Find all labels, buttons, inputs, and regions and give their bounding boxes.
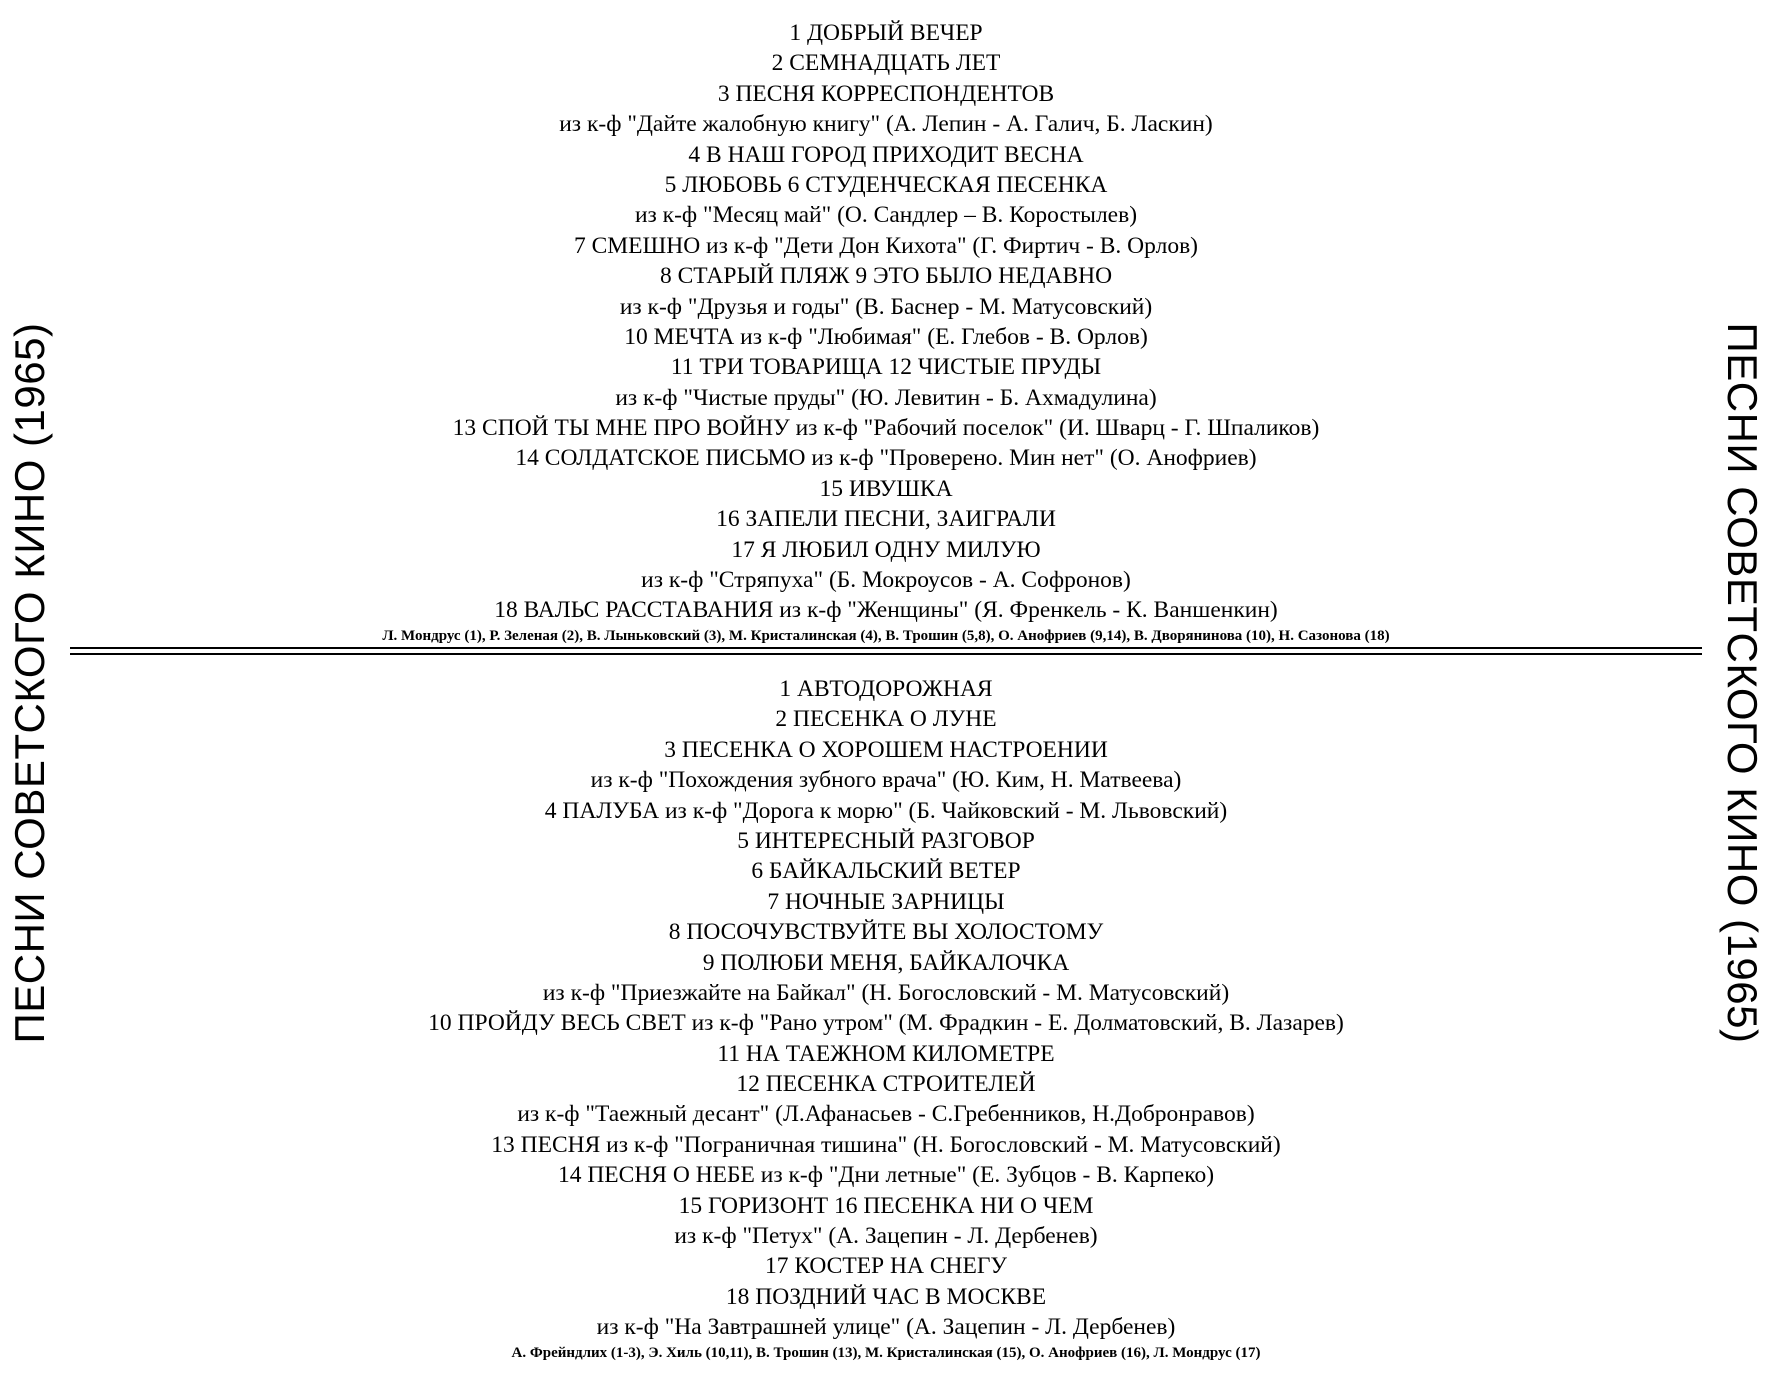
track-line: 5 ИНТЕРЕСНЫЙ РАЗГОВОР: [737, 827, 1035, 854]
track-line: 10 МЕЧТА из к-ф "Любимая" (Е. Глебов - В. Орлов): [624, 323, 1148, 350]
left-spine-title: ПЕСНИ СОВЕТСКОГО КИНО (1965): [6, 322, 53, 1044]
track-line: из к-ф "Приезжайте на Байкал" (Н. Богословский - М. Матусовский): [542, 979, 1230, 1006]
track-line: 4 ПАЛУБА из к-ф "Дорога к морю" (Б. Чайковский - М. Львовский): [544, 797, 1228, 824]
track-line: из к-ф "Месяц май" (О. Сандлер – В. Коростылев): [634, 202, 1138, 229]
track-line: 1 АВТОДОРОЖНАЯ: [779, 676, 993, 702]
track-line: 2 ПЕСЕНКА О ЛУНЕ: [775, 706, 997, 733]
track-line: 14 СОЛДАТСКОЕ ПИСЬМО из к-ф "Проверено. Мин нет" (О. Анофриев): [515, 445, 1257, 472]
track-line: 10 ПРОЙДУ ВЕСЬ СВЕТ из к-ф "Рано утром" (М. Фрадкин - Е. Долматовский, В. Лазарев): [428, 1010, 1344, 1037]
track-line: из к-ф "Дайте жалобную книгу" (А. Лепин - А. Галич, Б. Ласкин): [559, 111, 1213, 138]
track-line: 14 ПЕСНЯ О НЕБЕ из к-ф "Дни летные" (Е. Зубцов - В. Карпеко): [557, 1162, 1215, 1189]
track-line: 1 ДОБРЫЙ ВЕЧЕР: [789, 20, 983, 46]
track-line: 7 СМЕШНО из к-ф "Дети Дон Кихота" (Г. Фиртич - В. Орлов): [573, 232, 1198, 259]
track-line: 13 ПЕСНЯ из к-ф "Пограничная тишина" (Н. Богословский - М. Матусовский): [491, 1131, 1281, 1158]
track-line: 18 ВАЛЬС РАССТАВАНИЯ из к-ф "Женщины" (Я. Френкель - К. Ваншенкин): [494, 597, 1278, 624]
right-spine-title: ПЕСНИ СОВЕТСКОГО КИНО (1965): [1719, 322, 1766, 1044]
track-line: из к-ф "Стряпуха" (Б. Мокроусов - А. Софронов): [641, 567, 1131, 594]
track-line: 12 ПЕСЕНКА СТРОИТЕЛЕЙ: [736, 1071, 1036, 1098]
right-spine: [1712, 0, 1772, 1394]
track-line: 16 ЗАПЕЛИ ПЕСНИ, ЗАИГРАЛИ: [716, 506, 1056, 533]
side-b-tracklist: [70, 674, 1702, 1363]
track-line: из к-ф "Петух" (А. Зацепин - Л. Дербенев): [674, 1223, 1098, 1250]
track-line: 17 КОСТЕР НА СНЕГУ: [764, 1253, 1008, 1280]
track-line: 11 НА ТАЕЖНОМ КИЛОМЕТРЕ: [717, 1040, 1055, 1067]
left-spine: [0, 0, 60, 1394]
track-line: из к-ф "На Завтрашней улице" (А. Зацепин - Л. Дербенев): [596, 1314, 1176, 1341]
track-line: 17 Я ЛЮБИЛ ОДНУ МИЛУЮ: [731, 536, 1041, 563]
track-line: 2 СЕМНАДЦАТЬ ЛЕТ: [771, 50, 1001, 77]
track-line: 3 ПЕСНЯ КОРРЕСПОНДЕНТОВ: [717, 80, 1055, 107]
track-line: 18 ПОЗДНИЙ ЧАС В МОСКВЕ: [725, 1283, 1047, 1310]
side-separator: [70, 640, 1702, 662]
track-line: 7 НОЧНЫЕ ЗАРНИЦЫ: [767, 888, 1005, 915]
track-line: 3 ПЕСЕНКА О ХОРОШЕМ НАСТРОЕНИИ: [664, 736, 1108, 763]
track-line: 15 ИВУШКА: [819, 475, 953, 502]
side-a-tracklist: [70, 18, 1702, 646]
track-line: 9 ПОЛЮБИ МЕНЯ, БАЙКАЛОЧКА: [702, 949, 1070, 976]
track-line: 8 СТАРЫЙ ПЛЯЖ 9 ЭТО БЫЛО НЕДАВНО: [659, 263, 1113, 290]
track-line: из к-ф "Чистые пруды" (Ю. Левитин - Б. Ахмадулина): [615, 384, 1157, 411]
track-line: из к-ф "Друзья и годы" (В. Баснер - М. Матусовский): [619, 293, 1153, 320]
track-line: 5 ЛЮБОВЬ 6 СТУДЕНЧЕСКАЯ ПЕСЕНКА: [664, 171, 1108, 198]
track-line: 4 В НАШ ГОРОД ПРИХОДИТ ВЕСНА: [688, 141, 1084, 168]
performers-credit: А. Фрейндлих (1-3), Э. Хиль (10,11), В. Трошин (13), М. Кристалинская (15), О. Анофриев (16), Л. Мондрус (17): [511, 1344, 1261, 1361]
track-line: 8 ПОСОЧУВСТВУЙТЕ ВЫ ХОЛОСТОМУ: [668, 919, 1104, 946]
track-line: 15 ГОРИЗОНТ 16 ПЕСЕНКА НИ О ЧЕМ: [678, 1192, 1094, 1219]
performers-credit: Л. Мондрус (1), Р. Зеленая (2), В. Лыньковский (3), М. Кристалинская (4), В. Трошин (5,8), О. Анофриев (9,14), В. Дворянинова (10), Н. Сазонова (18): [382, 627, 1390, 644]
track-line: 6 БАЙКАЛЬСКИЙ ВЕТЕР: [751, 858, 1021, 885]
track-line: из к-ф "Похождения зубного врача" (Ю. Ким, Н. Матвеева): [590, 767, 1182, 794]
track-line: 13 СПОЙ ТЫ МНЕ ПРО ВОЙНУ из к-ф "Рабочий поселок" (И. Шварц - Г. Шпаликов): [452, 415, 1320, 442]
track-line: 11 ТРИ ТОВАРИЩА 12 ЧИСТЫЕ ПРУДЫ: [670, 354, 1102, 381]
track-line: из к-ф "Таежный десант" (Л.Афанасьев - С.Гребенников, Н.Добронравов): [517, 1101, 1255, 1128]
